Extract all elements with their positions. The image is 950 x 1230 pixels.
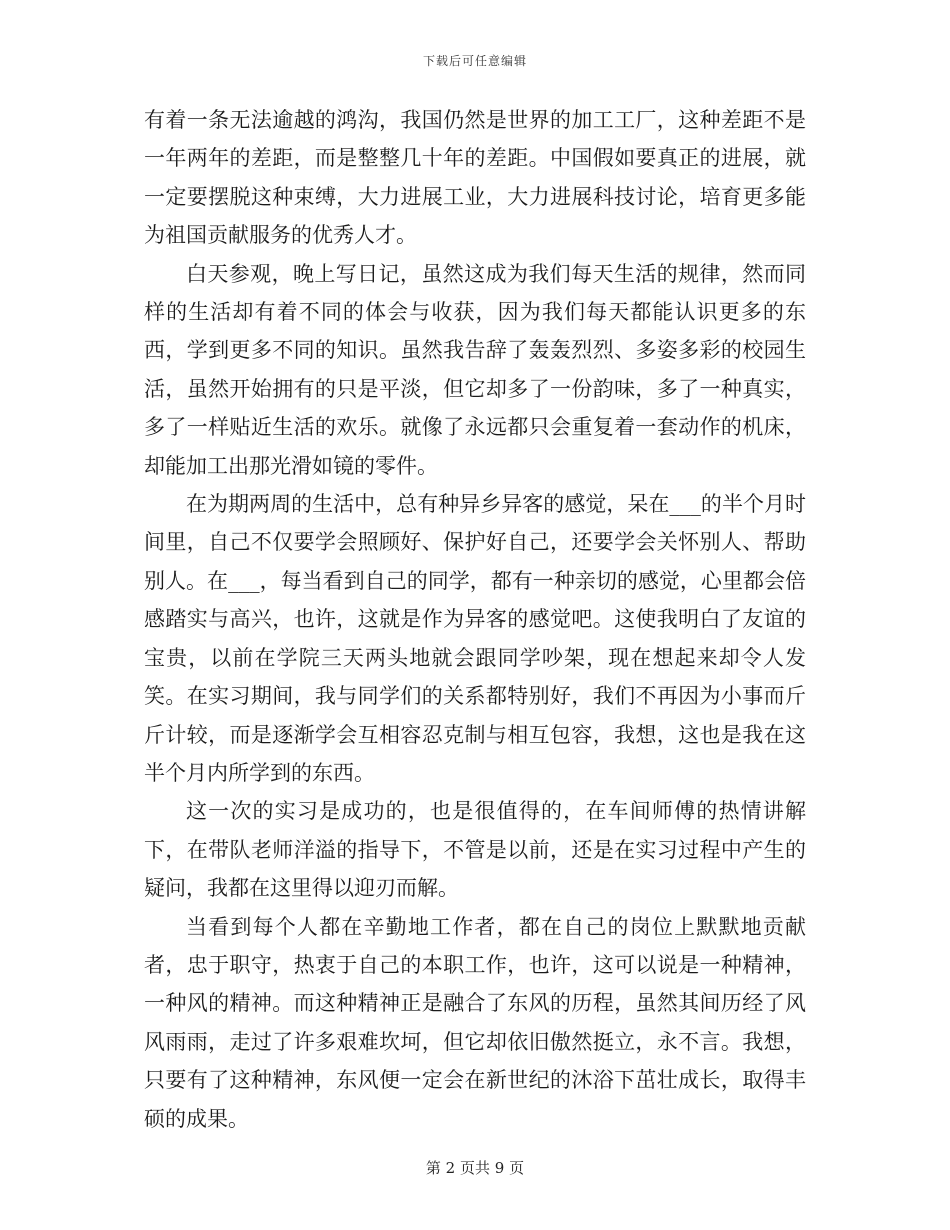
paragraph-5: 当看到每个人都在辛勤地工作者，都在自己的岗位上默默地贡献者，忠于职守，热衷于自己的本职工作，也许，这可以说是一种精神，一种风的精神。而这种精神正是融合了东风的历程，虽然其间历经了风风雨雨，走过了许多艰难坎坷，但它却依旧傲然挺立，永不言。我想，只要有了这种精神，东风便一定会在新世纪的沐浴下茁壮成长，取得丰硕的成果。 xyxy=(144,914,806,1131)
paragraph-3: 在为期两周的生活中，总有种异乡异客的感觉，呆在___的半个月时间里，自己不仅要学会照顾好、保护好自己，还要学会关怀别人、帮助别人。在___，每当看到自己的同学，都有一种亲切的感觉，心里都会倍感踏实与高兴，也许，这就是作为异客的感觉吧。这使我明白了友谊的宝贵，以前在学院三天两头地就会跟同学吵架，现在想起来却令人发笑。在实习期间，我与同学们的关系都特别好，我们不再因为小事而斤斤计较，而是逐渐学会互相容忍克制与相互包容，我想，这也是我在这半个月内所学到的东西。 xyxy=(144,492,806,785)
page-header-note: 下载后可任意编辑 xyxy=(422,54,527,68)
page-number: 第 2 页共 9 页 xyxy=(425,1159,525,1177)
document-body xyxy=(144,101,806,1138)
paragraph-4: 这一次的实习是成功的，也是很值得的，在车间师傅的热情讲解下，在带队老师洋溢的指导下，不管是以前，还是在实习过程中产生的疑问，我都在这里得以迎刃而解。 xyxy=(144,799,806,901)
paragraph-2: 白天参观，晚上写日记，虽然这成为我们每天生活的规律，然而同样的生活却有着不同的体会与收获，因为我们每天都能认识更多的东西，学到更多不同的知识。虽然我告辞了轰轰烈烈、多姿多彩的校园生活，虽然开始拥有的只是平淡，但它却多了一份韵味，多了一种真实，多了一样贴近生活的欢乐。就像了永远都只会重复着一套动作的机床，却能加工出那光滑如镜的零件。 xyxy=(144,261,806,478)
paragraph-1: 有着一条无法逾越的鸿沟，我国仍然是世界的加工工厂，这种差距不是一年两年的差距，而是整整几十年的差距。中国假如要真正的进展，就一定要摆脱这种束缚，大力进展工业，大力进展科技讨论，培育更多能为祖国贡献服务的优秀人才。 xyxy=(144,108,806,248)
